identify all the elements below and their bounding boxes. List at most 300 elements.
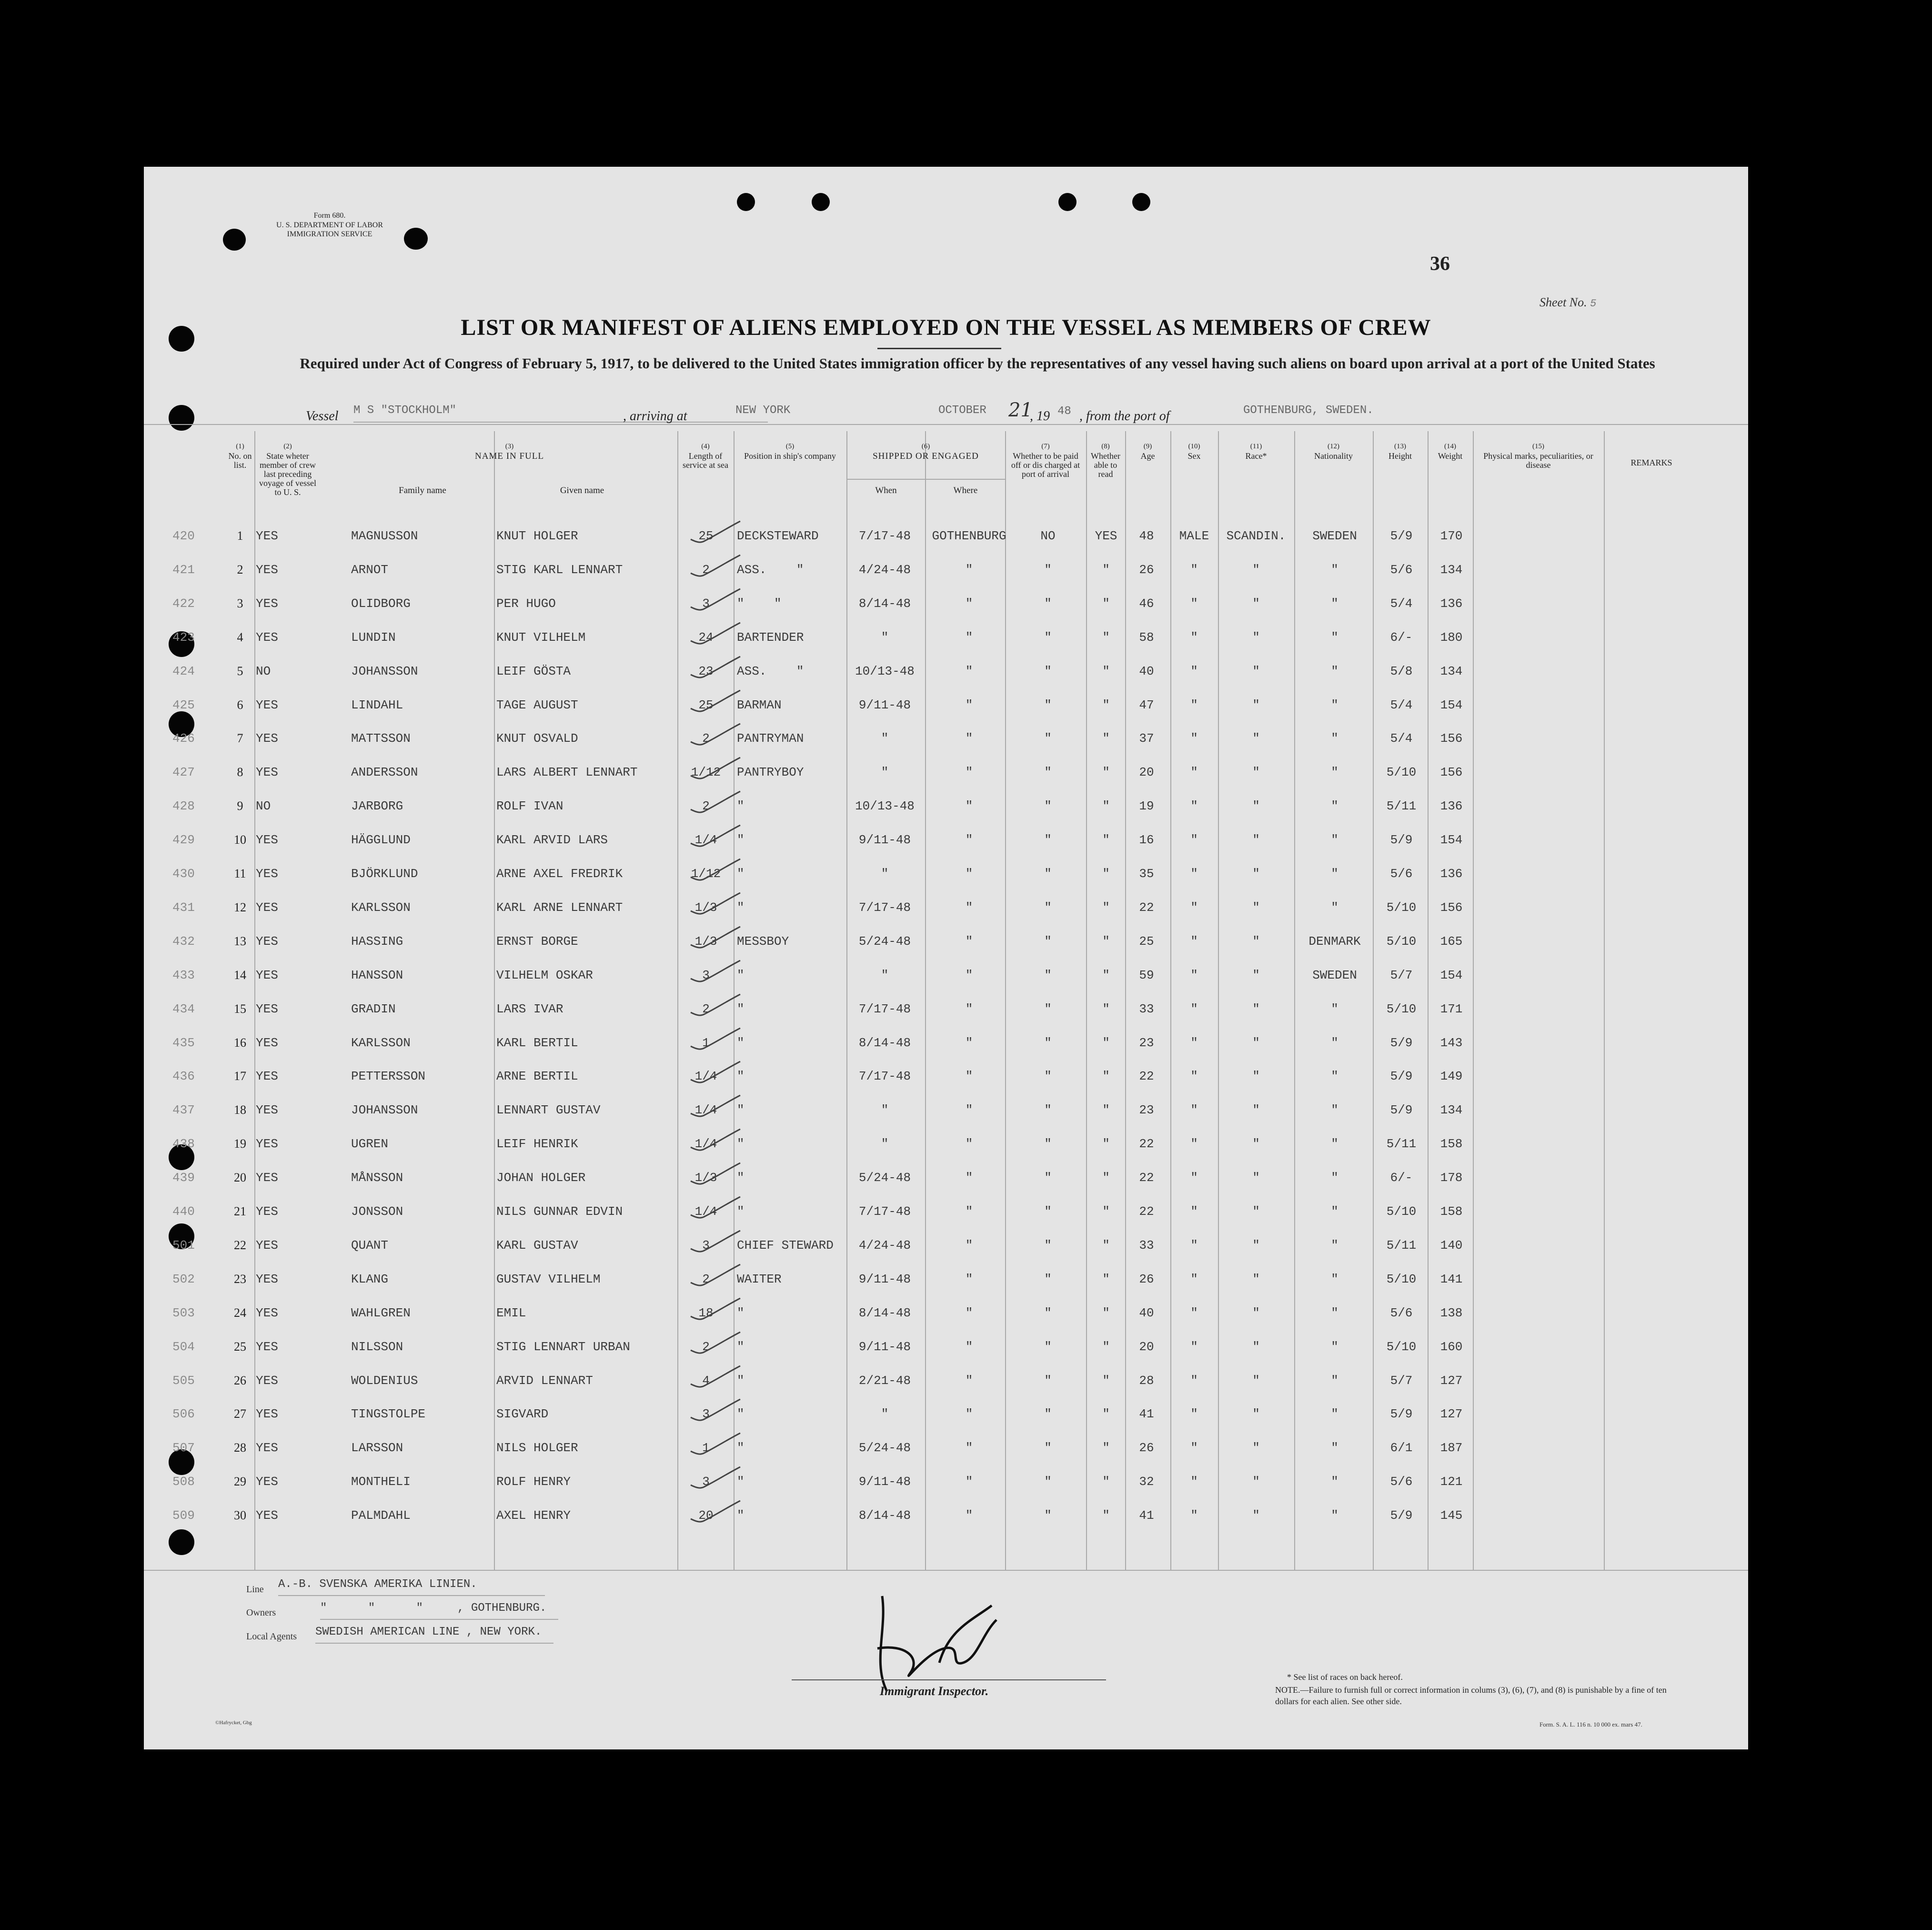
cell-no: 3 [237, 596, 243, 610]
cell-read: " [1102, 1001, 1110, 1016]
cell-when: 4/24-48 [858, 562, 911, 577]
cell-position: DECKSTEWARD [737, 529, 819, 543]
cell-read: " [1102, 1407, 1110, 1422]
cell-where: " [965, 1373, 973, 1388]
cell-no: 6 [237, 697, 243, 712]
cell-no: 9 [237, 799, 243, 813]
cell-sex: " [1190, 1508, 1198, 1523]
cell-weight: 165 [1440, 934, 1463, 949]
cell-sex: " [1190, 697, 1198, 712]
cell-position: BARMAN [737, 697, 782, 712]
cell-height: 5/9 [1390, 1035, 1413, 1050]
cell-service: 2 [702, 1001, 710, 1016]
cell-family: TINGSTOLPE [351, 1407, 426, 1422]
cell-crew: YES [256, 1035, 278, 1050]
cell-paid: " [1044, 1508, 1052, 1523]
cell-no: 19 [234, 1137, 246, 1151]
cell-no: 18 [234, 1103, 246, 1117]
cell-where: " [965, 1001, 973, 1016]
title-underline [877, 348, 1001, 349]
cell-crew: YES [256, 1508, 278, 1523]
column-number-c7: (7) [1041, 443, 1050, 450]
cell-sex: " [1190, 1373, 1198, 1388]
cell-height: 5/6 [1390, 867, 1413, 881]
cell-given: KNUT VILHELM [496, 630, 586, 645]
checkmark-icon [687, 1161, 744, 1190]
checkmark-icon [687, 688, 744, 717]
cell-when: 10/13-48 [855, 664, 915, 678]
cell-margin: 438 [172, 1137, 195, 1152]
cell-weight: 154 [1440, 833, 1463, 848]
cell-no: 17 [234, 1069, 246, 1083]
cell-paid: " [1044, 1035, 1052, 1050]
cell-paid: " [1044, 1407, 1052, 1422]
arrival-month: OCTOBER [938, 404, 986, 417]
cell-paid: NO [1040, 529, 1056, 543]
cell-sex: " [1190, 934, 1198, 949]
cell-race: " [1252, 799, 1260, 814]
cell-crew: YES [256, 630, 278, 645]
punch-hole [737, 193, 755, 211]
cell-read: " [1102, 664, 1110, 678]
cell-when: 4/24-48 [858, 1238, 911, 1253]
cell-no: 15 [234, 1001, 246, 1016]
cell-age: 41 [1139, 1508, 1154, 1523]
cell-race: " [1252, 1238, 1260, 1253]
cell-sex: " [1190, 1069, 1198, 1084]
cell-weight: 170 [1440, 529, 1463, 543]
cell-family: BJÖRKLUND [351, 867, 418, 881]
cell-race: " [1252, 1339, 1260, 1354]
cell-when: 7/17-48 [858, 1001, 911, 1016]
cell-position: PANTRYMAN [737, 731, 804, 746]
column-number-c3: (3) [505, 443, 514, 450]
cell-weight: 141 [1440, 1272, 1463, 1286]
cell-height: 5/9 [1390, 529, 1413, 543]
subheader-family: Family name [399, 485, 446, 495]
checkmark-icon [687, 621, 744, 649]
cell-age: 22 [1139, 1069, 1154, 1084]
cell-paid: " [1044, 1204, 1052, 1219]
owners-value: " " " , GOTHENBURG. [320, 1602, 547, 1615]
cell-sex: " [1190, 664, 1198, 678]
cell-no: 5 [237, 664, 243, 678]
column-number-c9: (9) [1143, 443, 1152, 450]
cell-service: 2 [702, 1272, 710, 1286]
cell-crew: YES [256, 934, 278, 949]
cell-no: 13 [234, 934, 246, 948]
cell-service: 25 [698, 529, 714, 543]
cell-nationality: " [1331, 664, 1338, 678]
cell-paid: " [1044, 1171, 1052, 1185]
cell-where: " [965, 1171, 973, 1185]
cell-race: " [1252, 664, 1260, 678]
cell-given: ARNE BERTIL [496, 1069, 578, 1084]
cell-read: " [1102, 1441, 1110, 1455]
cell-read: " [1102, 867, 1110, 881]
cell-height: 5/10 [1386, 1339, 1417, 1354]
cell-service: 1/4 [694, 833, 717, 848]
cell-no: 30 [234, 1508, 246, 1523]
cell-nationality: " [1331, 1035, 1338, 1050]
cell-margin: 430 [172, 867, 195, 881]
cell-service: 1/12 [691, 765, 721, 780]
cell-given: LARS ALBERT LENNART [496, 765, 638, 780]
cell-crew: YES [256, 1204, 278, 1219]
cell-position: ASS. " [737, 664, 804, 678]
cell-given: TAGE AUGUST [496, 697, 578, 712]
cell-paid: " [1044, 799, 1052, 814]
cell-nationality: " [1331, 900, 1338, 915]
cell-crew: YES [256, 1407, 278, 1422]
column-rule [1473, 431, 1474, 1570]
checkmark-icon [687, 1330, 744, 1359]
cell-read: " [1102, 1272, 1110, 1286]
cell-nationality: " [1331, 1475, 1338, 1489]
cell-nationality: " [1331, 1441, 1338, 1455]
cell-no: 25 [234, 1339, 246, 1354]
cell-family: JONSSON [351, 1204, 403, 1219]
cell-read: " [1102, 1508, 1110, 1523]
cell-paid: " [1044, 1103, 1052, 1118]
column-header-c4: Length of service at sea [683, 451, 728, 470]
cell-when: 5/24-48 [858, 934, 911, 949]
arrival-year: 48 [1057, 405, 1071, 418]
checkmark-icon [687, 925, 744, 953]
cell-read: " [1102, 596, 1110, 611]
cell-weight: 187 [1440, 1441, 1463, 1455]
cell-paid: " [1044, 1238, 1052, 1253]
cell-no: 10 [234, 833, 246, 847]
cell-given: EMIL [496, 1305, 526, 1320]
cell-paid: " [1044, 562, 1052, 577]
cell-nationality: " [1331, 833, 1338, 848]
cell-sex: " [1190, 630, 1198, 645]
column-header-c14: Weight [1438, 451, 1463, 461]
cell-sex: " [1190, 833, 1198, 848]
cell-weight: 127 [1440, 1407, 1463, 1422]
cell-no: 8 [237, 765, 243, 779]
cell-family: JARBORG [351, 799, 403, 814]
cell-weight: 136 [1440, 596, 1463, 611]
cell-crew: YES [256, 731, 278, 746]
owners-label: Owners [246, 1607, 276, 1618]
cell-no: 26 [234, 1373, 246, 1387]
cell-read: " [1102, 1339, 1110, 1354]
cell-read: " [1102, 833, 1110, 848]
cell-service: 1/4 [694, 1069, 717, 1084]
cell-position: ASS. " [737, 562, 804, 577]
cell-age: 32 [1139, 1475, 1154, 1489]
column-header-c11: Race* [1245, 451, 1267, 461]
cell-sex: " [1190, 731, 1198, 746]
checkmark-icon [687, 1296, 744, 1325]
cell-weight: 149 [1440, 1069, 1463, 1084]
cell-position: MESSBOY [737, 934, 789, 949]
cell-position: " [737, 1305, 745, 1320]
cell-margin: 422 [172, 596, 195, 611]
cell-sex: " [1190, 1475, 1198, 1489]
cell-where: " [965, 1305, 973, 1320]
cell-position: " [737, 1373, 745, 1388]
cell-position: " [737, 1407, 745, 1422]
cell-paid: " [1044, 900, 1052, 915]
cell-service: 1/12 [691, 867, 721, 881]
cell-read: " [1102, 630, 1110, 645]
cell-given: VILHELM OSKAR [496, 968, 593, 982]
cell-read: " [1102, 765, 1110, 780]
cell-margin: 423 [172, 630, 195, 645]
page-subtitle: Required under Act of Congress of February 5, 1917, to be delivered to the United States immigration officer by the representatives of any vessel having such aliens on board upon arrival at a port of the United States [300, 355, 1655, 372]
cell-age: 20 [1139, 1339, 1154, 1354]
cell-sex: " [1190, 1305, 1198, 1320]
column-rule [1604, 431, 1605, 1570]
cell-service: 3 [702, 596, 710, 611]
cell-margin: 425 [172, 697, 195, 712]
cell-age: 23 [1139, 1103, 1154, 1118]
cell-family: ANDERSSON [351, 765, 418, 780]
cell-no: 20 [234, 1171, 246, 1185]
column-number-c15: (15) [1532, 443, 1544, 450]
cell-sex: " [1190, 1171, 1198, 1185]
column-header-c7: Whether to be paid off or dis charged at port of arrival [1011, 451, 1080, 479]
cell-read: " [1102, 900, 1110, 915]
cell-weight: 180 [1440, 630, 1463, 645]
cell-height: 5/11 [1386, 1238, 1417, 1253]
cell-paid: " [1044, 1441, 1052, 1455]
column-number-c8: (8) [1101, 443, 1110, 450]
cell-sex: " [1190, 1137, 1198, 1152]
cell-service: 3 [702, 1407, 710, 1422]
line-label: Line [246, 1584, 264, 1595]
cell-nationality: " [1331, 867, 1338, 881]
cell-race: " [1252, 1475, 1260, 1489]
cell-race: " [1252, 1171, 1260, 1185]
cell-age: 25 [1139, 934, 1154, 949]
cell-race: " [1252, 562, 1260, 577]
cell-where: " [965, 1103, 973, 1118]
cell-given: KARL ARNE LENNART [496, 900, 623, 915]
cell-margin: 501 [172, 1238, 195, 1253]
cell-family: UGREN [351, 1137, 389, 1152]
cell-read: " [1102, 1373, 1110, 1388]
cell-no: 12 [234, 900, 246, 914]
cell-when: " [881, 1103, 889, 1118]
cell-no: 7 [237, 731, 243, 746]
cell-age: 16 [1139, 833, 1154, 848]
cell-height: 6/- [1390, 630, 1413, 645]
cell-family: PALMDAHL [351, 1508, 411, 1523]
cell-sex: " [1190, 1204, 1198, 1219]
arrival-day: 21 [1008, 399, 1033, 421]
cell-sex: " [1190, 562, 1198, 577]
cell-service: 1/3 [694, 1171, 717, 1185]
cell-margin: 504 [172, 1339, 195, 1354]
cell-nationality: DENMARK [1308, 934, 1361, 949]
column-rule [1373, 431, 1374, 1570]
cell-age: 22 [1139, 1171, 1154, 1185]
cell-family: MONTHELI [351, 1475, 411, 1489]
cell-where: " [965, 1339, 973, 1354]
arrival-year-prefix: , 19 [1030, 409, 1050, 424]
cell-crew: YES [256, 833, 278, 848]
cell-family: LUNDIN [351, 630, 396, 645]
cell-race: " [1252, 1069, 1260, 1084]
cell-race: " [1252, 833, 1260, 848]
column-header-c12: Nationality [1314, 451, 1353, 461]
cell-nationality: " [1331, 1137, 1338, 1152]
cell-read: " [1102, 1171, 1110, 1185]
cell-where: " [965, 968, 973, 982]
cell-family: MÅNSSON [351, 1171, 403, 1185]
cell-service: 2 [702, 562, 710, 577]
cell-where: " [965, 731, 973, 746]
column-header-c10: Sex [1187, 451, 1201, 461]
column-rule [1428, 431, 1429, 1570]
column-header-c5: Position in ship's company [744, 451, 836, 461]
cell-given: STIG KARL LENNART [496, 562, 623, 577]
cell-nationality: " [1331, 697, 1338, 712]
cell-paid: " [1044, 765, 1052, 780]
cell-margin: 436 [172, 1069, 195, 1084]
agents-label: Local Agents [246, 1631, 297, 1642]
arrival-port: NEW YORK [735, 404, 791, 417]
cell-paid: " [1044, 833, 1052, 848]
cell-sex: " [1190, 1441, 1198, 1455]
cell-race: " [1252, 1305, 1260, 1320]
cell-race: " [1252, 1103, 1260, 1118]
cell-weight: 134 [1440, 664, 1463, 678]
checkmark-icon [687, 1499, 744, 1527]
cell-crew: NO [256, 799, 271, 814]
form-number: Form 680. [313, 212, 346, 220]
cell-crew: YES [256, 765, 278, 780]
manifest-sheet [144, 167, 1748, 1749]
cell-height: 5/11 [1386, 799, 1417, 814]
cell-sex: MALE [1179, 529, 1209, 543]
cell-age: 41 [1139, 1407, 1154, 1422]
cell-crew: YES [256, 596, 278, 611]
cell-age: 22 [1139, 1204, 1154, 1219]
cell-position: " [737, 1508, 745, 1523]
checkmark-icon [687, 519, 744, 548]
arriving-label: , arriving at [623, 409, 687, 424]
cell-sex: " [1190, 1103, 1198, 1118]
cell-weight: 134 [1440, 562, 1463, 577]
cell-race: " [1252, 968, 1260, 982]
cell-where: " [965, 867, 973, 881]
cell-position: " [737, 799, 745, 814]
cell-paid: " [1044, 1305, 1052, 1320]
cell-age: 37 [1139, 731, 1154, 746]
cell-where: " [965, 1238, 973, 1253]
cell-when: 7/17-48 [858, 1204, 911, 1219]
cell-nationality: " [1331, 1171, 1338, 1185]
cell-age: 33 [1139, 1238, 1154, 1253]
cell-where: GOTHENBURG [932, 529, 1006, 543]
cell-margin: 433 [172, 968, 195, 982]
cell-height: 5/4 [1390, 697, 1413, 712]
cell-nationality: " [1331, 1407, 1338, 1422]
checkmark-icon [687, 1093, 744, 1122]
cell-race: " [1252, 1441, 1260, 1455]
column-header-c8: Whether able to read [1091, 451, 1120, 479]
cell-crew: YES [256, 1475, 278, 1489]
cell-age: 33 [1139, 1001, 1154, 1016]
signature-line [792, 1679, 1106, 1680]
cell-race: " [1252, 731, 1260, 746]
column-header-c15: Physical marks, peculiarities, or disease [1483, 451, 1593, 470]
cell-paid: " [1044, 968, 1052, 982]
cell-no: 28 [234, 1441, 246, 1455]
cell-no: 16 [234, 1035, 246, 1050]
cell-given: JOHAN HOLGER [496, 1171, 586, 1185]
cell-crew: YES [256, 968, 278, 982]
cell-weight: 121 [1440, 1475, 1463, 1489]
cell-where: " [965, 1272, 973, 1286]
cell-height: 5/4 [1390, 731, 1413, 746]
line-value: A.-B. SVENSKA AMERIKA LINIEN. [278, 1578, 477, 1591]
cell-crew: YES [256, 697, 278, 712]
cell-height: 6/- [1390, 1171, 1413, 1185]
column-header-c3: NAME IN FULL [475, 451, 544, 461]
cell-family: KARLSSON [351, 900, 411, 915]
cell-family: HASSING [351, 934, 403, 949]
cell-height: 5/6 [1390, 562, 1413, 577]
checkmark-icon [687, 587, 744, 616]
service-name: IMMIGRATION SERVICE [287, 230, 372, 238]
cell-weight: 145 [1440, 1508, 1463, 1523]
cell-age: 26 [1139, 1272, 1154, 1286]
cell-service: 2 [702, 731, 710, 746]
cell-family: JOHANSSON [351, 1103, 418, 1118]
subheader-when: When [875, 485, 897, 495]
checkmark-icon [687, 789, 744, 818]
cell-where: " [965, 697, 973, 712]
cell-service: 23 [698, 664, 714, 678]
cell-race: " [1252, 1508, 1260, 1523]
cell-sex: " [1190, 765, 1198, 780]
cell-sex: " [1190, 968, 1198, 982]
cell-given: LARS IVAR [496, 1001, 564, 1016]
cell-sex: " [1190, 1272, 1198, 1286]
cell-position: " [737, 1137, 745, 1152]
cell-sex: " [1190, 1339, 1198, 1354]
cell-read: " [1102, 1103, 1110, 1118]
cell-race: " [1252, 1137, 1260, 1152]
cell-given: KNUT OSVALD [496, 731, 578, 746]
cell-crew: YES [256, 562, 278, 577]
cell-height: 5/10 [1386, 1272, 1417, 1286]
cell-crew: YES [256, 1137, 278, 1152]
punch-hole [1132, 193, 1150, 211]
cell-no: 23 [234, 1272, 246, 1286]
cell-no: 11 [234, 867, 246, 880]
cell-margin: 508 [172, 1475, 195, 1489]
races-note: * See list of races on back hereof. [1287, 1672, 1403, 1682]
cell-position: " [737, 1475, 745, 1489]
cell-age: 40 [1139, 664, 1154, 678]
cell-position: " [737, 867, 745, 881]
cell-race: SCANDIN. [1226, 529, 1286, 543]
cell-read: " [1102, 1137, 1110, 1152]
cell-height: 5/8 [1390, 664, 1413, 678]
cell-when: 9/11-48 [858, 1272, 911, 1286]
cell-nationality: " [1331, 1238, 1338, 1253]
cell-service: 1/4 [694, 1204, 717, 1219]
cell-age: 58 [1139, 630, 1154, 645]
cell-weight: 160 [1440, 1339, 1463, 1354]
